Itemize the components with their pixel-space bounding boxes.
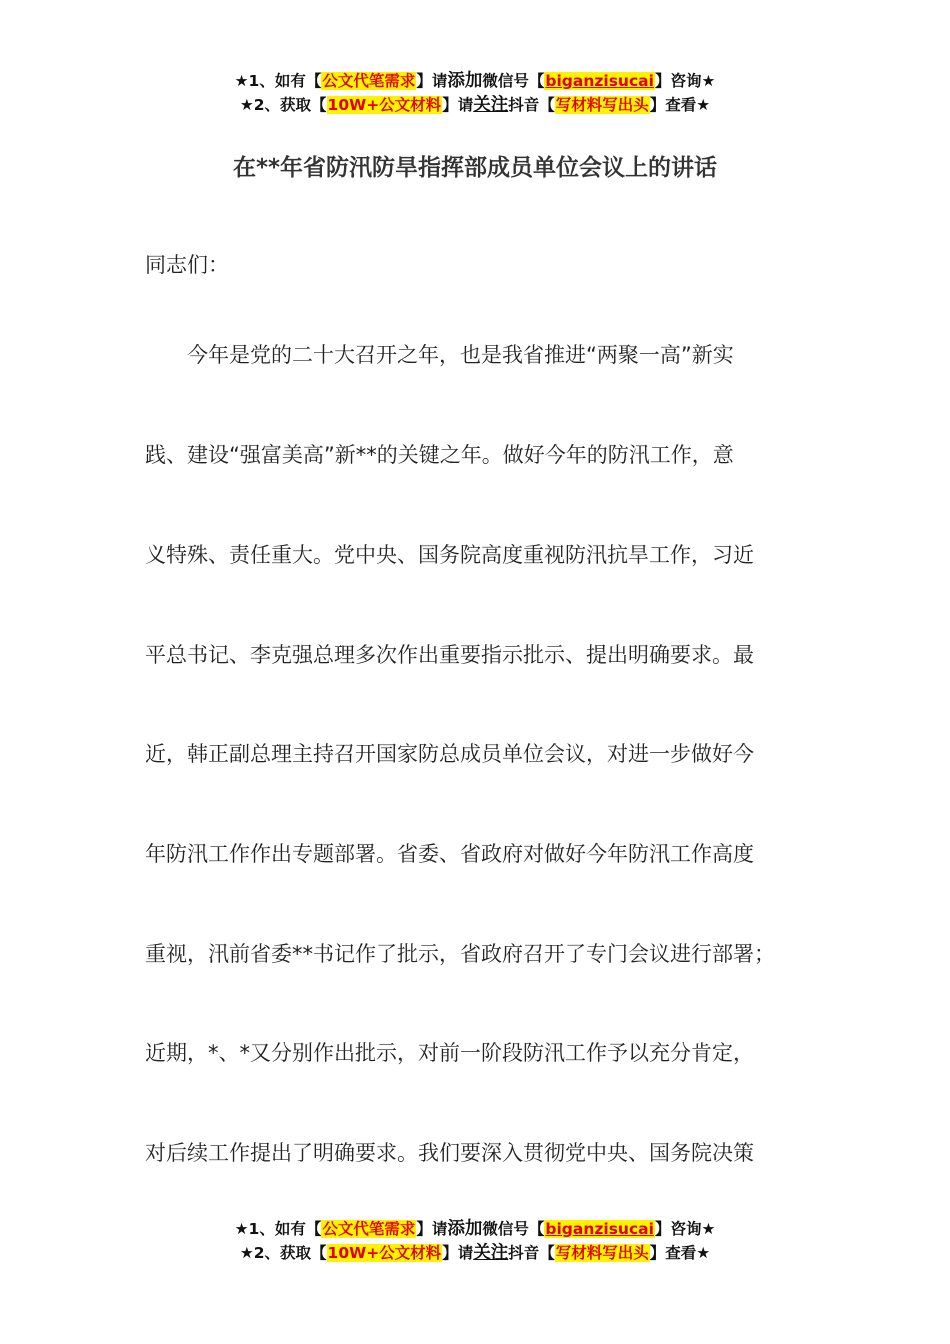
promo-highlight: 公文代笔需求 [322, 1220, 416, 1238]
body-line: 重视，汛前省委**书记作了批示，省政府召开了专门会议进行部署； [145, 942, 775, 966]
promo-text: ★1、如有【 [234, 1220, 322, 1238]
promo-header-bottom [0, 1217, 950, 1265]
douyin-account-highlight: 写材料写出头 [555, 96, 649, 114]
promo-line-1 [0, 69, 950, 93]
promo-text: 】请 [442, 96, 474, 114]
body-line: 践、建设“强富美高”新**的关键之年。做好今年的防汛工作，意 [145, 443, 734, 467]
body-line: 年防汛工作作出专题部署。省委、省政府对做好今年防汛工作高度 [145, 842, 754, 866]
promo-highlight: 公文代笔需求 [322, 72, 416, 90]
promo-highlight: 10W+公文材料 [327, 96, 442, 114]
promo-emphasis: 添加 [447, 1219, 483, 1239]
promo-emphasis: 添加 [447, 71, 483, 91]
body-line: 义特殊、责任重大。党中央、国务院高度重视防汛抗旱工作，习近 [145, 543, 754, 567]
body-line: 今年是党的二十大召开之年，也是我省推进“两聚一高”新实 [145, 343, 734, 367]
promo-text: ★2、获取【 [239, 96, 327, 114]
promo-text: 】请 [416, 1220, 448, 1238]
promo-highlight: 10W+公文材料 [327, 1244, 442, 1262]
promo-emphasis: 关注 [473, 1243, 509, 1263]
promo-text: 】请 [416, 72, 448, 90]
promo-line-2 [0, 93, 950, 117]
promo-text: 】查看★ [649, 1244, 711, 1262]
promo-emphasis: 关注 [473, 95, 509, 115]
body-line: 近，韩正副总理主持召开国家防总成员单位会议，对进一步做好今 [145, 742, 754, 766]
promo-header-top [0, 69, 950, 117]
promo-text: 微信号【 [482, 72, 545, 90]
promo-text: 】咨询★ [654, 72, 716, 90]
promo-text: 】请 [442, 1244, 474, 1262]
body-line: 对后续工作提出了明确要求。我们要深入贯彻党中央、国务院决策 [145, 1141, 754, 1165]
promo-text: 微信号【 [482, 1220, 545, 1238]
body-line: 近期，*、*又分别作出批示，对前一阶段防汛工作予以充分肯定， [145, 1041, 754, 1065]
wechat-id-link[interactable]: biganzisucai [545, 72, 654, 90]
promo-text: ★1、如有【 [234, 72, 322, 90]
wechat-id-link[interactable]: biganzisucai [545, 1220, 654, 1238]
promo-text: 】查看★ [649, 96, 711, 114]
promo-line-1 [0, 1217, 950, 1241]
promo-text: 】咨询★ [654, 1220, 716, 1238]
douyin-account-highlight: 写材料写出头 [555, 1244, 649, 1262]
body-line: 平总书记、李克强总理多次作出重要指示批示、提出明确要求。最 [145, 643, 754, 667]
greeting: 同志们： [145, 253, 229, 277]
document-title: 在**年省防汛防旱指挥部成员单位会议上的讲话 [232, 155, 718, 181]
promo-text: 抖音【 [508, 1244, 555, 1262]
promo-line-2 [0, 1241, 950, 1265]
promo-text: ★2、获取【 [239, 1244, 327, 1262]
promo-text: 抖音【 [508, 96, 555, 114]
